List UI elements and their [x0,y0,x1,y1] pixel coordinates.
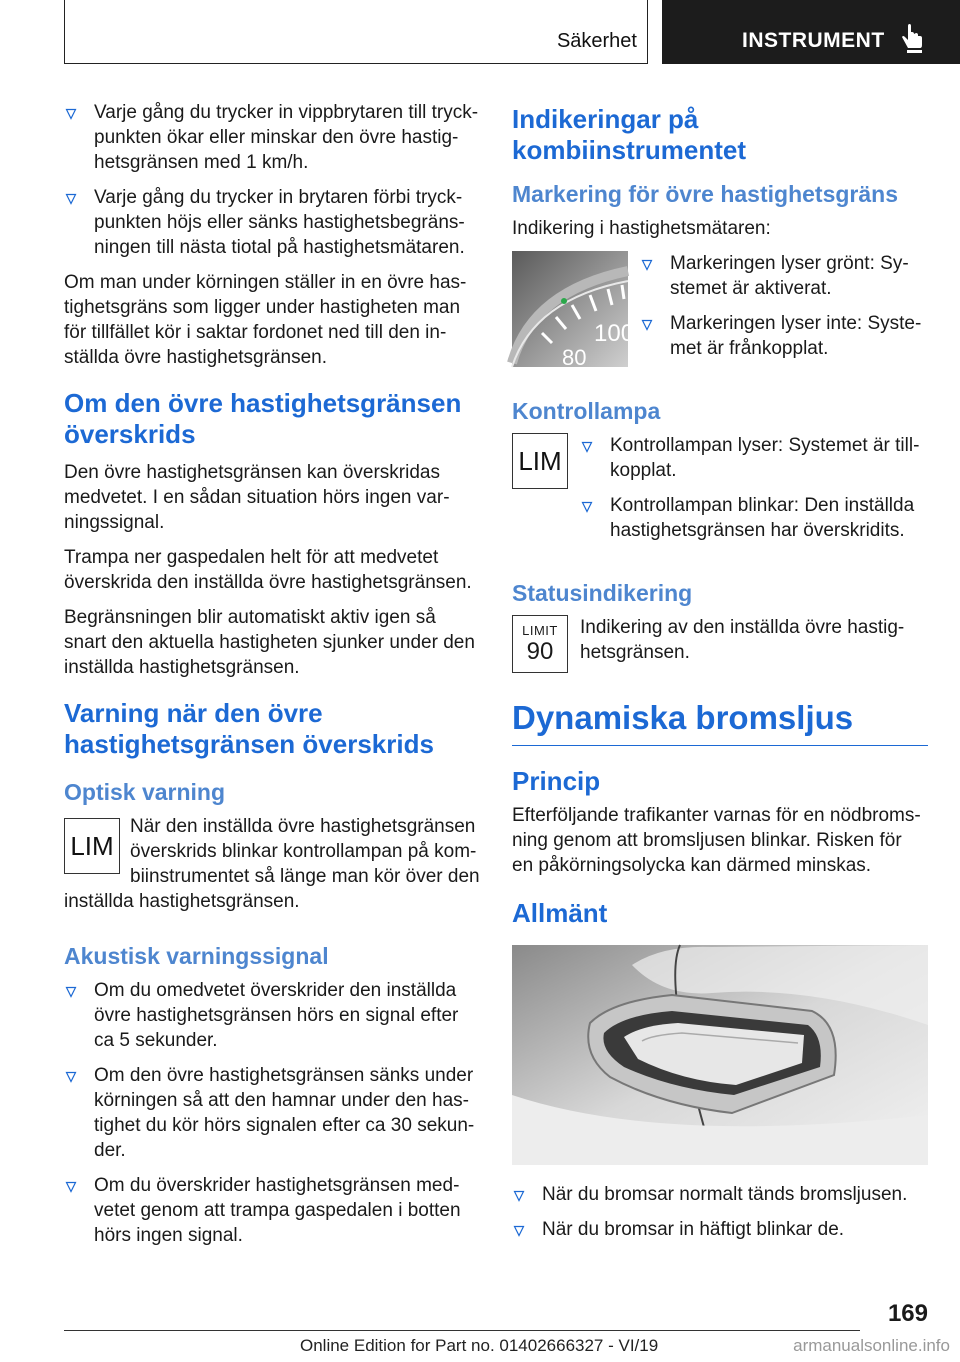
list-item-text: När du bromsar in häftigt blinkar de. [542,1219,845,1240]
triangle-bullet-icon [514,1191,524,1201]
gauge-label-100: 100 [594,320,635,347]
triangle-bullet-icon [642,320,652,330]
optical-block [64,814,480,914]
heading-principle: Princip [512,766,601,796]
heading-warning: Varning när den övre hastighetsgränsen överskrids [64,698,434,759]
heading-acoustic: Akustisk varningssignal [64,943,329,969]
status-text: Indikering av den inställda övre hastighetsgränsen. [580,617,905,663]
left-column [64,100,480,1258]
triangle-bullet-icon [66,194,76,204]
header-chapter-title: INSTRUMENT [742,29,885,52]
list-item-text: Varje gång du trycker in brytaren förbi tryckpunkten höjs eller sänks hastighetsbegränsningen till nästa tiotal på hastighetsmätaren. [94,187,465,258]
marking-block [512,251,928,371]
list-item [580,493,928,543]
triangle-bullet-icon [66,109,76,119]
limit-value: 90 [526,638,554,665]
triangle-bullet-icon [582,502,592,512]
online-edition-text: Online Edition for Part no. 01402666327 - VI/19 [300,1336,659,1355]
triangle-bullet-icon [66,1182,76,1192]
list-item-text: Om du omedvetet överskrider den inställda övre hastighetsgränsen hörs en signal efter ca 5 sekunder. [94,980,459,1051]
limit-label: LIMIT [522,623,558,638]
gauge-label-80: 80 [562,345,587,370]
list-item-text: Om du överskrider hastighetsgränsen medvetet genom att trampa gaspedalen i botten hörs ingen signal. [94,1175,461,1246]
heading-optical: Optisk varning [64,779,226,805]
optical-text: När den inställda övre hastighetsgränsen överskrids blinkar kontrollampan på kombiinstrumentet så länge man kör över den inställda hastighetsgränsen. [64,816,480,912]
header-section-title: Säkerhet [556,30,637,52]
speedometer-image [512,251,635,370]
heading-lamp: Kontrollampa [512,398,661,424]
header-chapter-box [662,0,960,64]
list-item [64,1063,480,1163]
paragraph: Den övre hastighetsgränsen kan överskridas medvetet. I en sådan situation hörs ingen varningssignal. [64,462,450,533]
paragraph: Om man under körningen ställer in en övre hastighetsgräns som ligger under hastigheten man för tillfället kör i saktar fordonet ned till den inställda övre hastighetsgränsen. [64,272,467,368]
triangle-bullet-icon [642,260,652,270]
list-item [640,251,928,301]
header-section-box [64,0,648,64]
triangle-bullet-icon [582,442,592,452]
principle-text: Efterföljande trafikanter varnas för en nödbromsning genom att bromsljusen blinkar. Risken för en påkörningsolycka kan därmed minskas. [512,805,921,876]
list-item [580,433,928,483]
list-item [64,100,480,175]
paragraph: Trampa ner gaspedalen helt för att medvetet överskrida den inställda övre hastighetsgränsen. [64,547,472,593]
list-item [64,978,480,1053]
lim-indicator-icon: LIM [64,818,120,874]
list-item-text: Kontrollampan lyser: Systemet är tillkopplat. [610,435,920,481]
list-item-text: Kontrollampan blinkar: Den inställda hastighetsgränsen har överskridits. [610,495,915,541]
list-item-text: Markeringen lyser grönt: Systemet är aktiverat. [670,253,909,299]
heading-dynamic-brake-lights: Dynamiska bromsljus [512,697,928,746]
triangle-bullet-icon [514,1226,524,1236]
triangle-bullet-icon [66,987,76,997]
list-item-text: Markeringen lyser inte: Systemet är frånkopplat. [670,313,922,359]
limit-indicator-icon [512,615,568,673]
heading-marking: Markering för övre hastighetsgräns [512,181,898,207]
page-number: 169 [887,1300,928,1327]
triangle-bullet-icon [66,1072,76,1082]
list-item [640,311,928,361]
lim-indicator-icon: LIM [512,433,568,489]
list-item [512,1217,928,1242]
marking-intro: Indikering i hastighetsmätaren: [512,218,771,239]
status-block [512,615,928,675]
list-item-text: När du bromsar normalt tänds bromsljusen. [542,1184,908,1205]
right-column [512,100,928,1252]
heading-general: Allmänt [512,898,608,928]
list-item [512,1182,928,1207]
brake-light-image [512,945,928,1165]
watermark-text: armanualsonline.info [793,1336,950,1355]
heading-indicators: Indikeringar på kombiinstrumentet [512,104,747,165]
lamp-block [512,433,928,553]
footer-divider [64,1330,860,1331]
list-item [64,1173,480,1248]
list-item [64,185,480,260]
heading-exceed: Om den övre hastighetsgränsen överskrids [64,388,462,449]
paragraph: Begränsningen blir automatiskt aktiv igen så snart den aktuella hastigheten sjunker under den inställda hastighetsgränsen. [64,607,475,678]
list-item-text: Om den övre hastighetsgränsen sänks under körningen så att den hamnar under den hastighet du kör hörs signalen efter ca 30 sekunder. [94,1065,475,1161]
hand-pointer-icon [898,24,926,54]
heading-status: Statusindikering [512,580,693,606]
list-item-text: Varje gång du trycker in vippbrytaren till tryckpunkten ökar eller minskar den övre hastighetsgränsen med 1 km/h. [94,102,479,173]
